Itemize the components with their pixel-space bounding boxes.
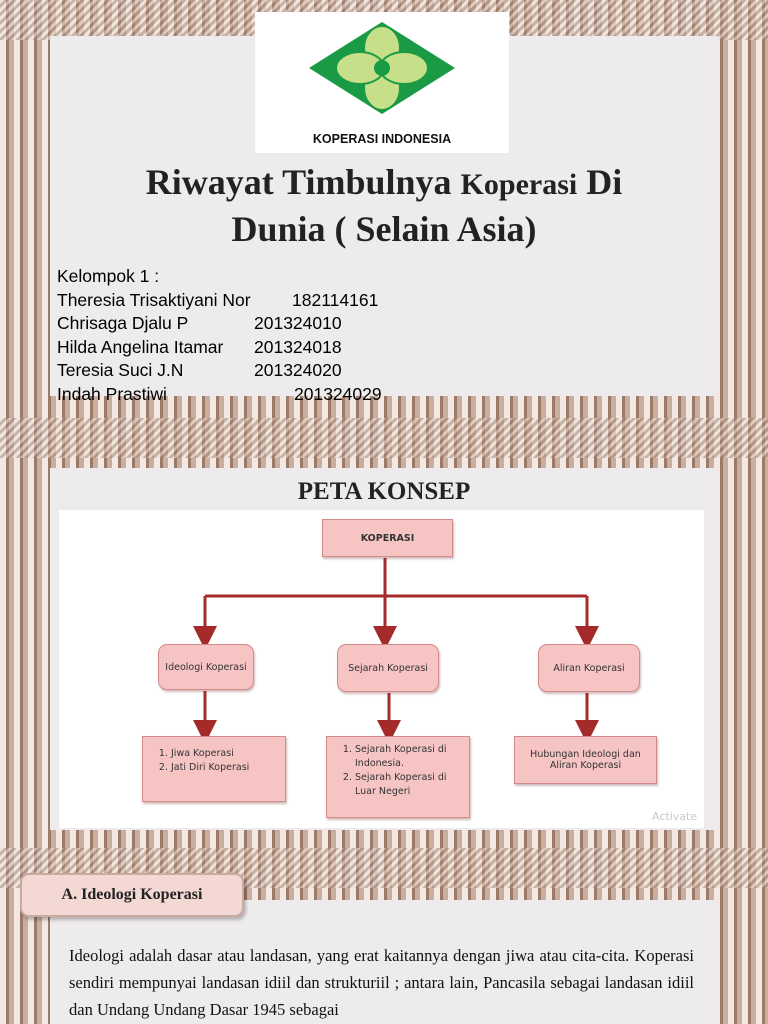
node-ideologi: Ideologi Koperasi (158, 644, 254, 690)
title-part3: Di (586, 162, 623, 202)
member-id: 201324010 (254, 313, 342, 333)
koperasi-logo-icon (255, 12, 509, 132)
member-id: 201324018 (254, 336, 342, 357)
page-title (50, 160, 718, 251)
stripe-band (0, 418, 768, 458)
member-id: 201324029 (294, 383, 382, 404)
member-row (57, 383, 557, 407)
group-members (57, 265, 557, 406)
member-name: Chrisaga Djalu P (57, 313, 189, 333)
member-name: Teresia Suci J.N (57, 360, 184, 380)
title-part2: Koperasi (460, 168, 578, 201)
member-name: Indah Prastiwi (57, 383, 167, 404)
member-row (57, 289, 557, 313)
title-part1: Riwayat Timbulnya (145, 162, 452, 202)
list-item: 2. Jati Diri Koperasi (171, 761, 285, 775)
member-id: 182114161 (292, 289, 379, 310)
koperasi-logo (255, 12, 509, 153)
member-name: Theresia Trisaktiyani Nor (57, 289, 251, 310)
title-line2: Dunia ( Selain Asia) (231, 209, 537, 249)
node-sejarah: Sejarah Koperasi (337, 644, 439, 692)
member-name: Hilda Angelina Itamar (57, 336, 224, 357)
section-a-paragraph: Ideologi adalah dasar atau landasan, yang erat kaitannya dengan jiwa atau cita-cita. Koperasi sendiri mempunyai landasan idiil dan strukturiil ; antara lain, Pancasila sebagai landasan idiil dan Undang Undang Dasar 1945 sebagai (69, 946, 694, 1019)
section-a-label: A. Ideologi Koperasi (20, 873, 244, 917)
list-sejarah (326, 736, 470, 818)
node-aliran: Aliran Koperasi (538, 644, 640, 692)
member-row (57, 359, 557, 383)
member-id: 201324020 (254, 360, 342, 380)
list-item: 1. Sejarah Koperasi di Indonesia. (355, 743, 469, 771)
logo-caption: KOPERASI INDONESIA (312, 132, 452, 146)
list-ideologi (142, 736, 286, 802)
list-aliran: Hubungan Ideologi dan Aliran Koperasi (514, 736, 657, 784)
list-item: 2. Sejarah Koperasi di Luar Negeri (355, 771, 469, 799)
member-row (57, 336, 557, 360)
concept-map-title: PETA KONSEP (297, 478, 471, 505)
list-item: 1. Jiwa Koperasi (171, 747, 285, 761)
group-heading: Kelompok 1 : (57, 266, 160, 286)
member-row (57, 312, 557, 336)
node-koperasi: KOPERASI (322, 519, 453, 557)
activate-watermark: Activate (652, 810, 698, 823)
concept-map-diagram (59, 510, 704, 828)
